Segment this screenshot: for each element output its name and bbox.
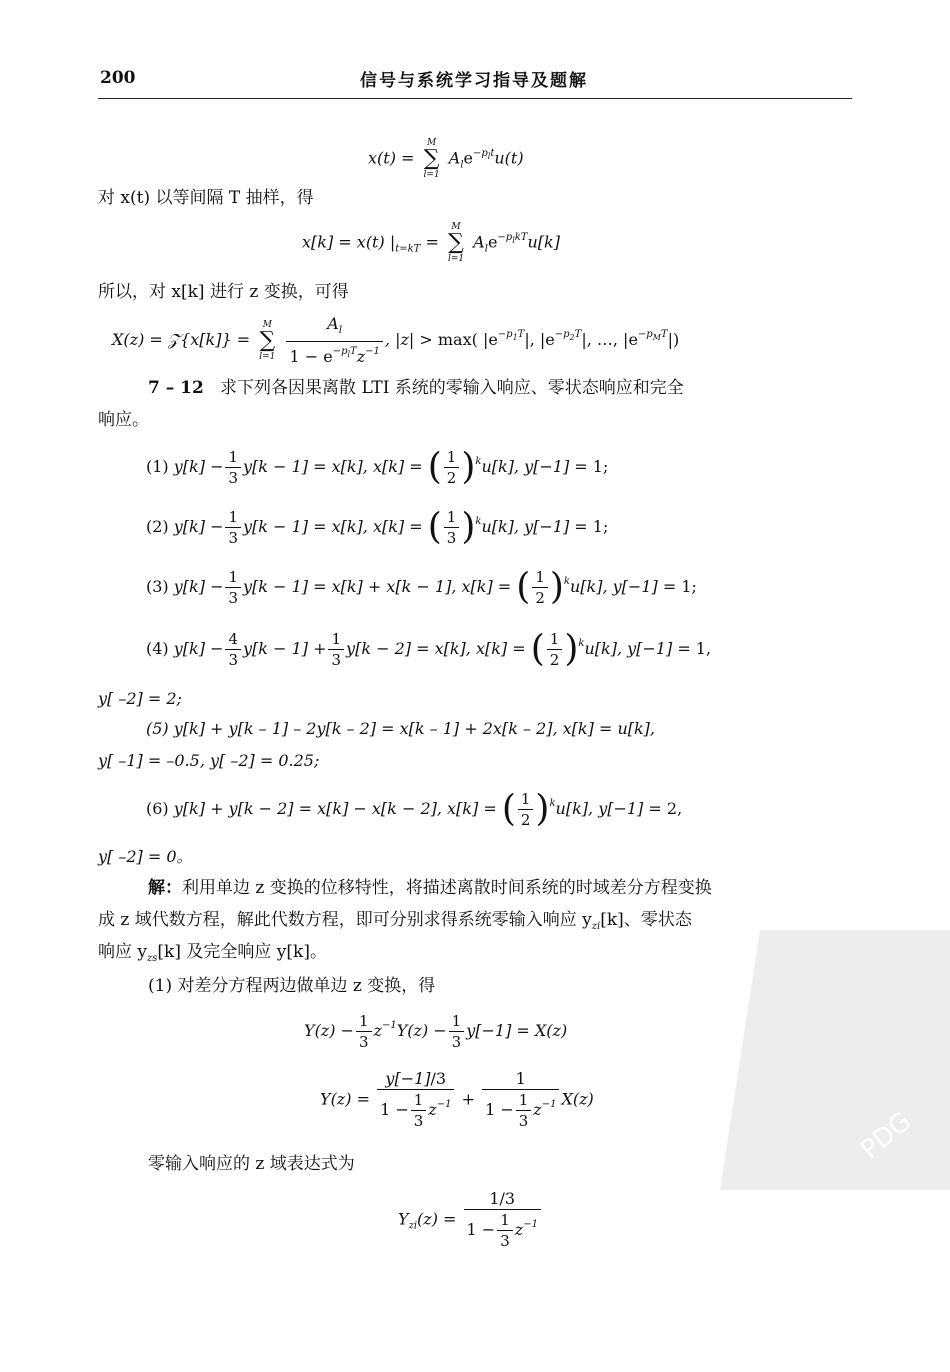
equation-Yz-transform: Y(z) − $\frac{1}{3}$ $z^{-1}Y(z)$ − $\frac{1}{3}$ y[−1] = X(z) (304, 1012, 568, 1051)
equation-Xz: X(z) = 𝒵{x[k]} = M ∑ l=1 $\frac{A_l}{1 - e^{-p_lT}z^{-1}}$ , |z| > max( $|e^{-p_1T}|$, $|e^{-p_2T}|$, …, $|e^{-p_MT}|$) (112, 314, 680, 366)
step-1-intro: (1) 对差分方程两边做单边 z 变换，得 (148, 976, 436, 996)
problem-statement-text: 求下列各因果离散 LTI 系统的零输入响应、零状态响应和完全 (220, 378, 684, 398)
zi-intro: 零输入响应的 z 域表达式为 (148, 1154, 355, 1174)
solution-line-3: 响应 $y_{zs}[k]$ 及完全响应 y[k]。 (98, 942, 327, 964)
item-2: (2) y[k] − $\frac{1}{3}$ y[k − 1] = x[k], x[k] = ( $\frac{1}{3}$ )$^k$u[k], y[−1] = 1; (146, 506, 609, 548)
item-1: (1) y[k] − $\frac{1}{3}$ y[k − 1] = x[k], x[k] = ( $\frac{1}{2}$ )$^k$u[k], y[−1] = 1; (146, 446, 609, 488)
item-6: (6) y[k] + y[k − 2] = x[k] − x[k − 2], x[k] = ( $\frac{1}{2}$ )$^k$u[k], y[−1] = 2, (146, 788, 683, 830)
item-5: (5) y[k] + y[k – 1] – 2y[k – 2] = x[k – 1] + 2x[k – 2], x[k] = u[k], (146, 719, 656, 738)
equation-xt: x(t) = M ∑ l=1 $A_le^{-p_lt}u(t)$ (368, 138, 524, 180)
header-rule (98, 98, 852, 99)
page-number: 200 (100, 68, 136, 88)
solution-line-1: 解：利用单边 z 变换的位移特性，将描述离散时间系统的时域差分方程变换 (148, 878, 712, 898)
problem-number: 7 – 12 (148, 378, 204, 398)
item-3: (3) y[k] − $\frac{1}{3}$ y[k − 1] = x[k] + x[k − 1], x[k] = ( $\frac{1}{2}$ )$^k$u[k], y[−1] = 1; (146, 566, 697, 608)
equation-xk: x[k] = x(t) $|_{t=kT}$ = M ∑ l=1 $A_le^{-p_lkT}u[k]$ (302, 222, 560, 264)
solution-label: 解： (148, 878, 182, 898)
item-6-cont: y[ –2] = 0。 (98, 847, 193, 866)
problem-statement (148, 376, 684, 400)
watermark-label: PDG (855, 1106, 918, 1166)
item-4: (4) y[k] − $\frac{4}{3}$ y[k − 1] + $\frac{1}{3}$ y[k − 2] = x[k], x[k] = ( $\frac{1}{2}$ )$^k$u[k], y[−1] = 1, (146, 628, 712, 670)
solution-line-2: 成 z 域代数方程，解此代数方程，即可分别求得系统零输入响应 $y_{zi}[k]$、零状态 (98, 910, 692, 932)
equation-Yzi: $Y_{zi}(z)$ = 1/3 1 − $\frac{1}{3}$ $z^{-1}$ (398, 1190, 543, 1250)
running-title: 信号与系统学习指导及题解 (360, 71, 588, 91)
sample-intro: 对 x(t) 以等间隔 T 抽样，得 (98, 188, 314, 208)
equation-Yz-solved: Y(z) = y[−1]/3 1 − $\frac{1}{3}$ $z^{-1}$ + 1 1 − $\frac{1}{3}$ $z^{-1}$ X(z) (320, 1069, 594, 1130)
item-4-cont: y[ –2] = 2; (98, 689, 182, 708)
ztrans-intro: 所以，对 x[k] 进行 z 变换，可得 (98, 282, 349, 302)
problem-statement-cont: 响应。 (98, 410, 149, 430)
item-5-cont: y[ –1] = –0.5, y[ –2] = 0.25; (98, 751, 320, 770)
seal-watermark (720, 930, 950, 1190)
